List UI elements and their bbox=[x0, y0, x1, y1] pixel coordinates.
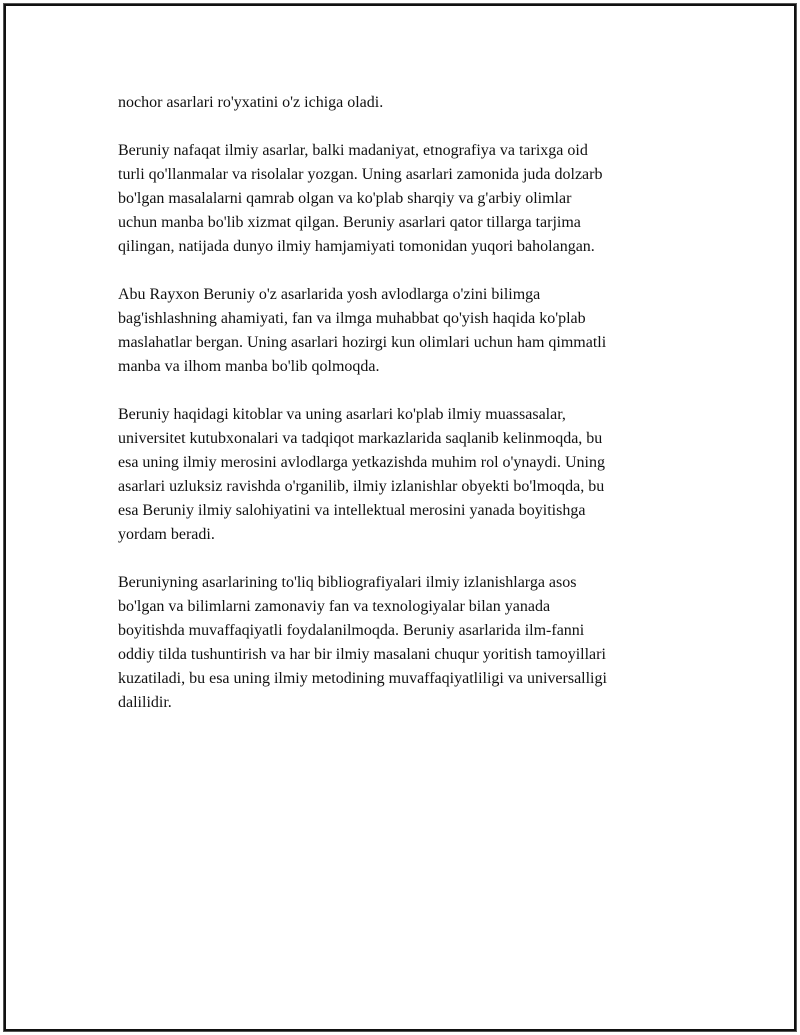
text-line: esa Beruniy ilmiy salohiyatini va intellektual merosini yanada boyitishga bbox=[118, 502, 586, 519]
paragraph-4 bbox=[118, 403, 698, 547]
text-line: Abu Rayxon Beruniy o'z asarlarida yosh avlodlarga o'zini bilimga bbox=[118, 286, 541, 303]
paragraph-1 bbox=[118, 91, 698, 115]
text-line: Beruniyning asarlarining to'liq bibliografiyalari ilmiy izlanishlarga asos bbox=[118, 574, 577, 591]
text-line: dalilidir. bbox=[118, 694, 172, 711]
text-line: manba va ilhom manba bo'lib qolmoqda. bbox=[118, 358, 380, 375]
text-line: bag'ishlashning ahamiyati, fan va ilmga muhabbat qo'yish haqida ko'plab bbox=[118, 310, 586, 327]
document-body bbox=[118, 91, 698, 739]
text-line: maslahatlar bergan. Uning asarlari hozirgi kun olimlari uchun ham qimmatli bbox=[118, 334, 607, 351]
text-line: bo'lgan va bilimlarni zamonaviy fan va texnologiyalar bilan yanada bbox=[118, 598, 551, 615]
paragraph-5 bbox=[118, 571, 698, 715]
text-line: bo'lgan masalalarni qamrab olgan va ko'plab sharqiy va g'arbiy olimlar bbox=[118, 190, 572, 207]
text-line: uchun manba bo'lib xizmat qilgan. Beruniy asarlari qator tillarga tarjima bbox=[118, 214, 581, 231]
text-line: oddiy tilda tushuntirish va har bir ilmiy masalani chuqur yoritish tamoyillari bbox=[118, 646, 606, 663]
paragraph-3 bbox=[118, 283, 698, 379]
text-line: Beruniy haqidagi kitoblar va uning asarlari ko'plab ilmiy muassasalar, bbox=[118, 406, 566, 423]
text-line: Beruniy nafaqat ilmiy asarlar, balki madaniyat, etnografiya va tarixga oid bbox=[118, 142, 588, 159]
text-line: esa uning ilmiy merosini avlodlarga yetkazishda muhim rol o'ynaydi. Uning bbox=[118, 454, 605, 471]
text-line: qilingan, natijada dunyo ilmiy hamjamiyati tomonidan yuqori baholangan. bbox=[118, 238, 595, 255]
text-line: kuzatiladi, bu esa uning ilmiy metodining muvaffaqiyatliligi va universalligi bbox=[118, 670, 607, 687]
text-line: nochor asarlari ro'yxatini o'z ichiga oladi. bbox=[118, 94, 384, 111]
text-line: turli qo'llanmalar va risolalar yozgan. Uning asarlari zamonida juda dolzarb bbox=[118, 166, 603, 183]
text-line: asarlari uzluksiz ravishda o'rganilib, ilmiy izlanishlar obyekti bo'lmoqda, bu bbox=[118, 478, 605, 495]
text-line: universitet kutubxonalari va tadqiqot markazlarida saqlanib kelinmoqda, bu bbox=[118, 430, 603, 447]
paragraph-2 bbox=[118, 139, 698, 259]
text-line: boyitishda muvaffaqiyatli foydalanilmoqda. Beruniy asarlarida ilm-fanni bbox=[118, 622, 585, 639]
text-line: yordam beradi. bbox=[118, 526, 215, 543]
